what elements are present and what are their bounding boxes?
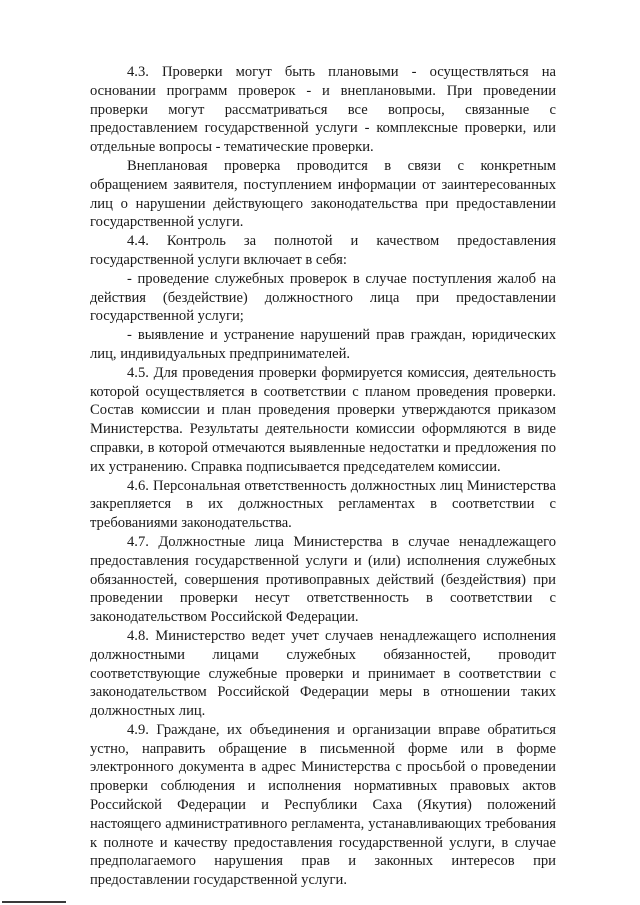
paragraph-4-6: 4.6. Персональная ответственность должностных лиц Министерства закрепляется в их должностных регламентах в соответствии с требованиями законодательства. [90,477,556,532]
list-item-official-inspections: - проведение служебных проверок в случае поступления жалоб на действия (бездействие) должностного лица при предоставлении государственной услуги; [90,270,556,325]
paragraph-unplanned-inspection: Внеплановая проверка проводится в связи с конкретным обращением заявителя, поступлением информации от заинтересованных лиц о нарушении действующего законодательства при предоставлении государственной услуги. [90,157,556,231]
paragraph-4-4: 4.4. Контроль за полнотой и качеством предоставления государственной услуги включает в себя: [90,233,556,268]
paragraph-4-5: 4.5. Для проведения проверки формируется комиссия, деятельность которой осуществляется в соответствии с планом проведения проверки. Состав комиссии и план проведения проверки утверждаются приказом Министерства. Результаты деятельности комиссии оформляются в виде справки, в которой отмечаются выявленные недостатки и предложения по их устранению. Справка подписывается председателем комиссии. [90,364,556,475]
footnote-divider [2,901,66,903]
paragraph-4-8: 4.8. Министерство ведет учет случаев ненадлежащего исполнения должностными лицами служебных обязанностей, проводит соответствующие служебные проверки и принимает в соответствии с законодательством Российской Федерации меры в отношении таких должностных лиц. [90,627,556,720]
paragraph-4-3: 4.3. Проверки могут быть плановыми - осуществляться на основании программ проверок - и внеплановыми. При проведении проверки могут рассматриваться все вопросы, связанные с предоставлением государственной услуги - комплексные проверки, или отдельные вопросы - тематические проверки. [90,64,556,156]
paragraph-4-9: 4.9. Граждане, их объединения и организации вправе обратиться устно, направить обращение в письменной форме или в форме электронного документа в адрес Министерства с просьбой о проведении проверки соблюдения и исполнения нормативных правовых актов Российской Федерации и Республики Саха (Якутия) положений настоящего административного регламента, устанавливающих требования к полноте и качеству предоставления государственной услуги, в случае предполагаемого нарушения прав и законных интересов при предоставлении государственной услуги. [90,721,556,889]
paragraph-4-7: 4.7. Должностные лица Министерства в случае ненадлежащего предоставления государственной услуги и (или) исполнения служебных обязанностей, совершения противоправных действий (бездействия) при проведении проверки несут ответственность в соответствии с законодательством Российской Федерации. [90,533,556,626]
list-item-violations: - выявление и устранение нарушений прав граждан, юридических лиц, индивидуальных предпринимателей. [90,327,556,362]
document-page [90,63,556,890]
